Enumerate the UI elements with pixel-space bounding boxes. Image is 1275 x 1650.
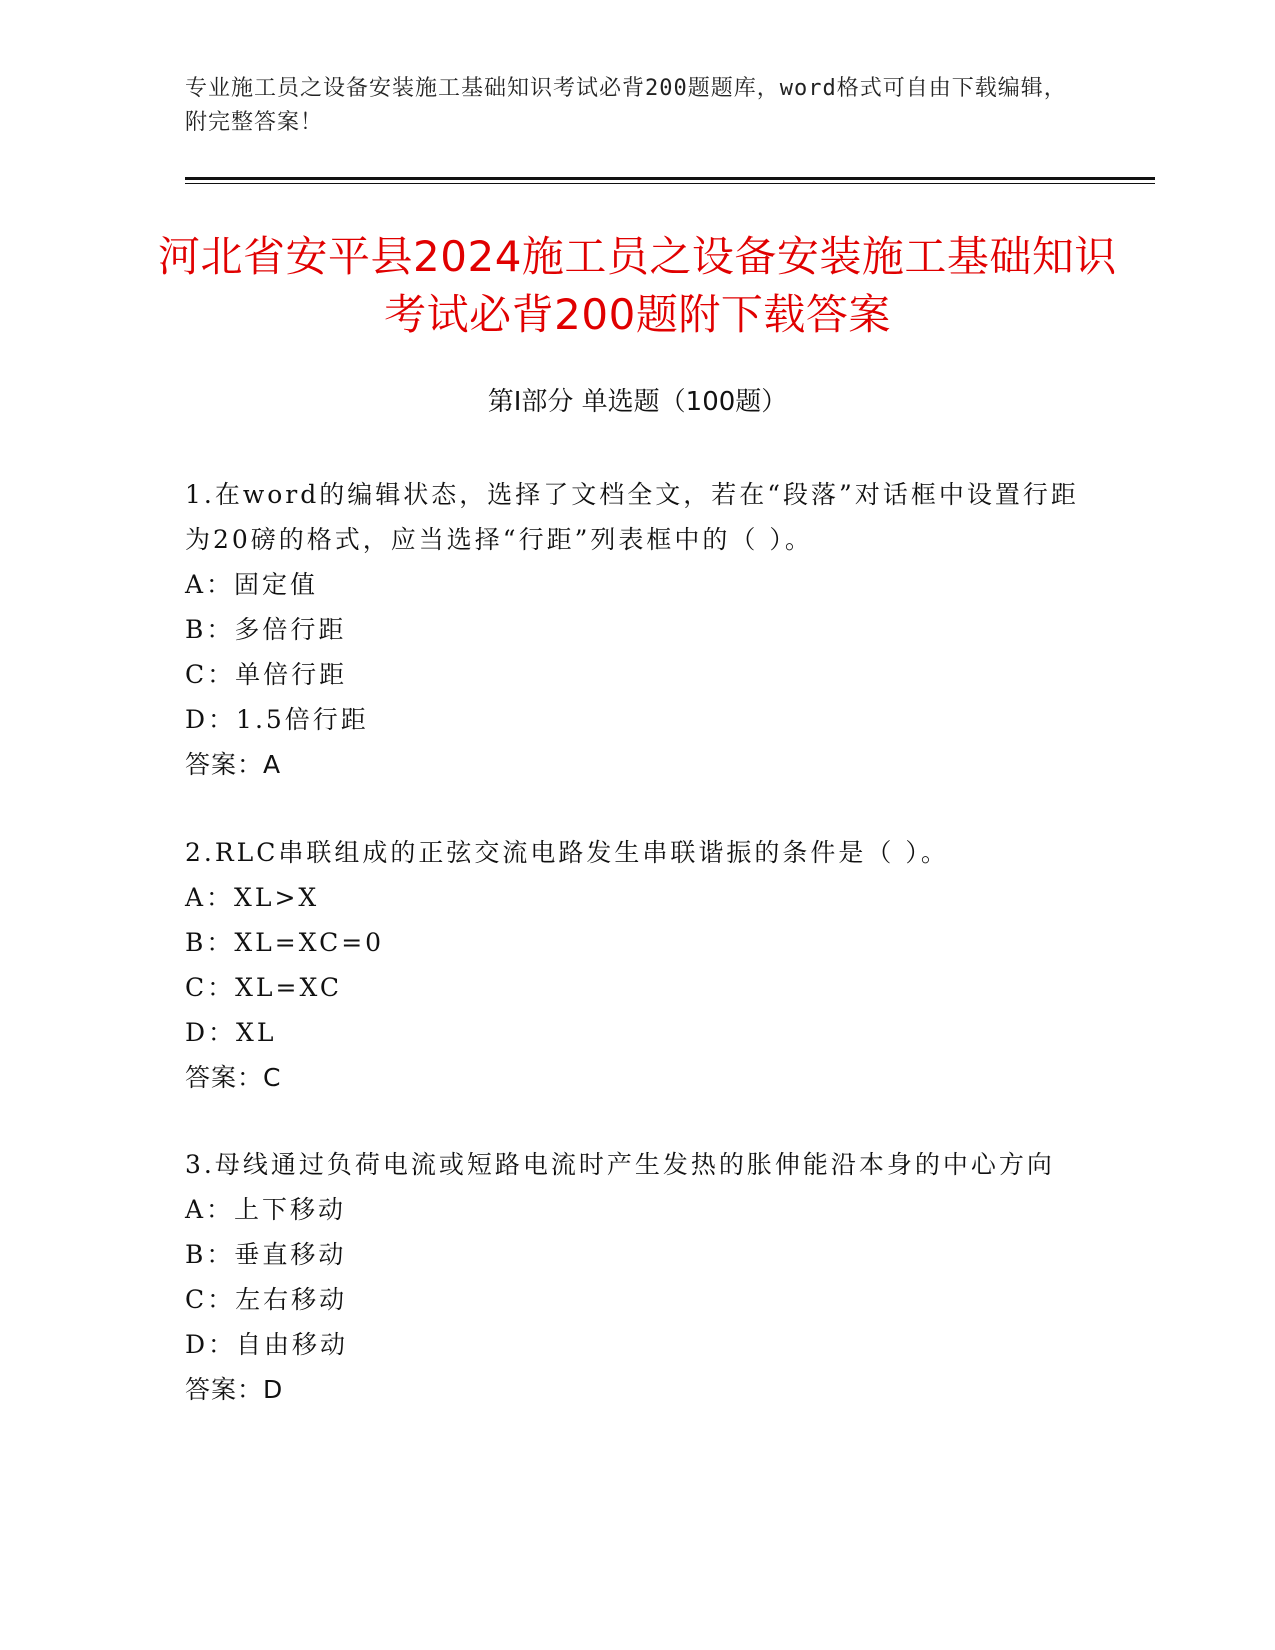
header-note: 专业施工员之设备安装施工基础知识考试必背200题题库，word格式可自由下载编辑，附完整答案！: [185, 76, 1067, 135]
question-stem: 3.母线通过负荷电流或短路电流时产生发热的胀伸能沿本身的中心方向: [185, 1150, 1055, 1179]
option-b: B：垂直移动: [185, 1240, 347, 1269]
option-c: C：XL=XC: [185, 973, 342, 1002]
option-a: A：XL>X: [185, 883, 320, 912]
option-d: D：XL: [185, 1018, 277, 1047]
question-3: [185, 1142, 1085, 1412]
question-1: [185, 472, 1085, 787]
option-d: D：自由移动: [185, 1330, 349, 1359]
question-2: [185, 830, 1085, 1100]
header-rule-thin: [185, 183, 1155, 184]
question-stem: 1.在word的编辑状态，选择了文档全文，若在“段落”对话框中设置行距为20磅的格式，应当选择“行距”列表框中的（ ）。: [185, 480, 1079, 554]
document-title: 河北省安平县2024施工员之设备安装施工基础知识考试必背200题附下载答案: [158, 232, 1117, 339]
answer: 答案：C: [185, 1063, 282, 1092]
option-c: C：单倍行距: [185, 660, 348, 689]
section-title: 第Ⅰ部分 单选题（100题）: [487, 387, 788, 417]
option-a: A：固定值: [185, 570, 319, 599]
header-rule-thick: [185, 177, 1155, 180]
answer: 答案：D: [185, 1375, 284, 1404]
option-b: B：多倍行距: [185, 615, 347, 644]
option-c: C：左右移动: [185, 1285, 348, 1314]
option-d: D：1.5倍行距: [185, 705, 369, 734]
question-stem: 2.RLC串联组成的正弦交流电路发生串联谐振的条件是（ ）。: [185, 838, 949, 867]
option-a: A：上下移动: [185, 1195, 347, 1224]
option-b: B：XL=XC=0: [185, 928, 385, 957]
answer: 答案：A: [185, 750, 282, 779]
